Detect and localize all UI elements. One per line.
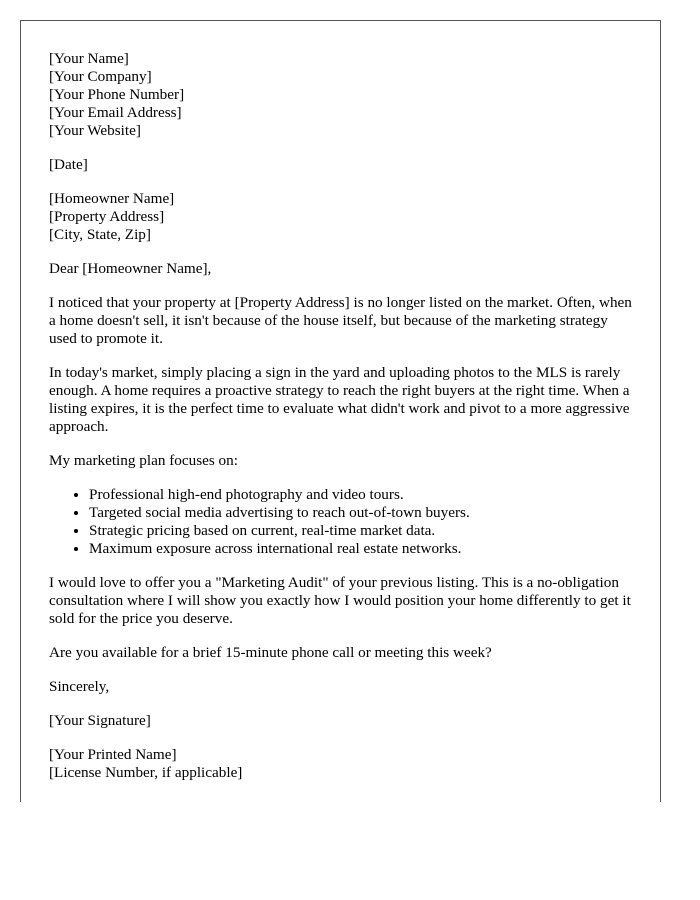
sender-phone: [Your Phone Number] xyxy=(49,86,185,103)
sender-company: [Your Company] xyxy=(49,68,152,85)
list-item: • Strategic pricing based on current, real-time market data. xyxy=(89,522,632,540)
sender-email: [Your Email Address] xyxy=(49,104,182,121)
list-item: • Targeted social media advertising to reach out-of-town buyers. xyxy=(89,504,632,522)
printed-name: [Your Printed Name] xyxy=(49,746,177,763)
sender-website: [Your Website] xyxy=(49,122,141,139)
sign-off: Sincerely, xyxy=(49,678,110,695)
letter-date: [Date] xyxy=(49,156,88,173)
license-number: [License Number, if applicable] xyxy=(49,764,243,781)
salutation: Dear [Homeowner Name], xyxy=(49,260,212,277)
sender-name: [Your Name] xyxy=(49,50,129,67)
body-paragraph: I would love to offer you a "Marketing Audit" of your previous listing. This is a no-obligation consultation where I will show you exactly how I would position your home differently to get it sold for the price you deserve. xyxy=(49,574,631,627)
recipient-address: [Property Address] xyxy=(49,208,165,225)
letter-page xyxy=(20,20,661,802)
recipient-block xyxy=(49,190,632,244)
signature: [Your Signature] xyxy=(49,712,151,729)
closing-block xyxy=(49,746,632,782)
body-paragraph: In today's market, simply placing a sign in the yard and uploading photos to the MLS is rarely enough. A home requires a proactive strategy to reach the right buyers at the right time. When a listing expires, it is the perfect time to evaluate what didn't work and pivot to a more aggressive approach. xyxy=(49,364,630,435)
body-paragraph: Are you available for a brief 15-minute phone call or meeting this week? xyxy=(49,644,492,661)
sender-block xyxy=(49,50,632,140)
recipient-city-state-zip: [City, State, Zip] xyxy=(49,226,151,243)
body-paragraph: I noticed that your property at [Property Address] is no longer listed on the market. Often, when a home doesn't sell, it isn't because of the house itself, but because of the marketing strategy used to promote it. xyxy=(49,294,632,347)
marketing-plan-list xyxy=(49,486,632,558)
recipient-name: [Homeowner Name] xyxy=(49,190,175,207)
list-item: • Maximum exposure across international real estate networks. xyxy=(89,540,632,558)
body-paragraph: My marketing plan focuses on: xyxy=(49,452,238,469)
list-item: • Professional high-end photography and video tours. xyxy=(89,486,632,504)
